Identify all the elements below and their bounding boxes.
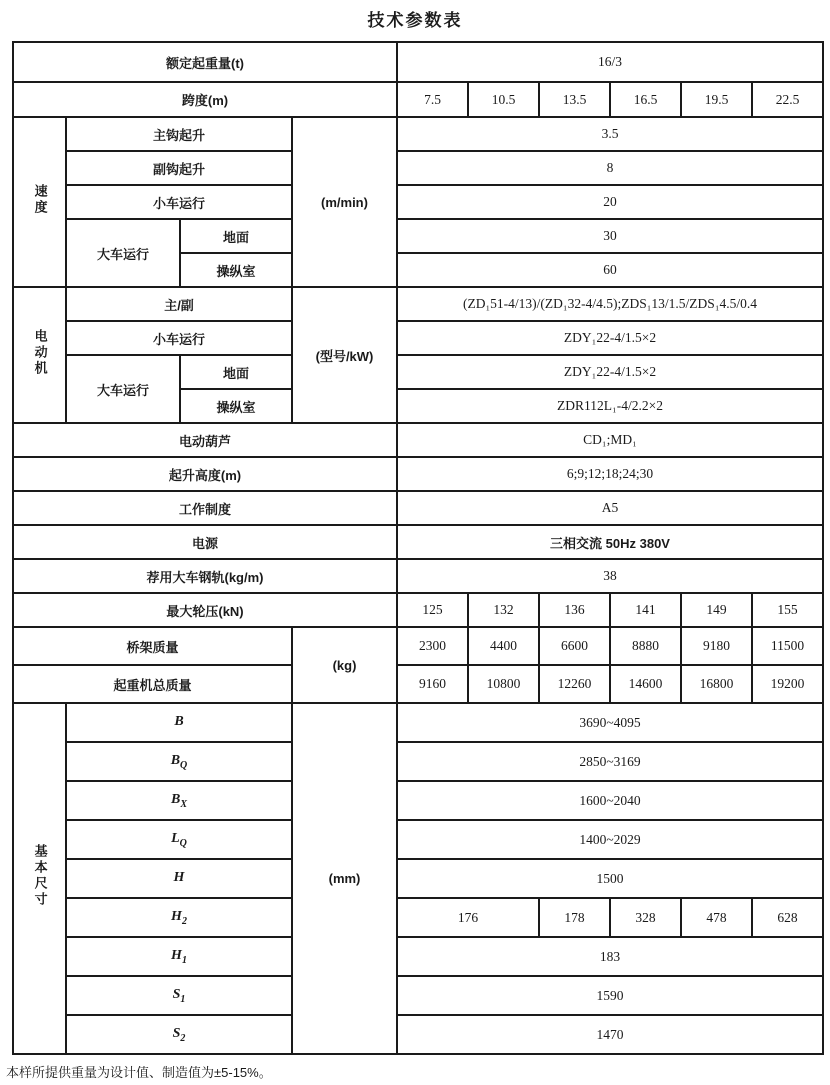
dim-base: H (171, 947, 182, 963)
dim-value: 1470 (397, 1015, 823, 1054)
wheel-load-value: 155 (752, 593, 823, 627)
dim-value: 2850~3169 (397, 742, 823, 781)
total-mass-value: 12260 (539, 665, 610, 703)
row-duty-class (13, 491, 823, 525)
row-electric-hoist (13, 423, 823, 457)
total-mass-value: 19200 (752, 665, 823, 703)
speed-sub-label: 操纵室 (180, 253, 292, 287)
dim-sub: 2 (181, 915, 187, 927)
spec-table (12, 41, 824, 1055)
motor-group-label: 电动机 (32, 328, 48, 377)
span-label: 跨度(m) (13, 82, 397, 117)
row-dim-BX (13, 781, 823, 820)
dim-value: 183 (397, 937, 823, 976)
dim-base: S (172, 986, 181, 1002)
row-total-mass (13, 665, 823, 703)
row-motor-main-aux (13, 287, 823, 321)
dim-H2-value: 328 (610, 898, 681, 937)
dim-H2-value: 478 (681, 898, 752, 937)
motor-crane-travel-label: 大车运行 (66, 355, 180, 423)
dim-value: 3690~4095 (397, 703, 823, 742)
power-supply-label: 电源 (13, 525, 397, 559)
duty-class-value: A5 (397, 491, 823, 525)
dim-H2-value: 178 (539, 898, 610, 937)
row-dim-BQ (13, 742, 823, 781)
rated-capacity-value: 16/3 (397, 42, 823, 82)
dim-sub: 1 (180, 993, 186, 1005)
row-motor-trolley (13, 321, 823, 355)
row-dim-S2 (13, 1015, 823, 1054)
speed-sub-label: 地面 (180, 219, 292, 253)
dim-base: H (173, 869, 185, 885)
row-dim-LQ (13, 820, 823, 859)
dim-base: B (174, 713, 184, 729)
row-dim-H2 (13, 898, 823, 937)
speed-row-value: 3.5 (397, 117, 823, 151)
dim-symbol (66, 820, 292, 859)
bridge-mass-value: 11500 (752, 627, 823, 665)
electric-hoist-value: CD₁;MD₁ (397, 423, 823, 457)
speed-group-label: 速度 (32, 183, 48, 216)
span-value: 10.5 (468, 82, 539, 117)
motor-group-cell (13, 287, 66, 423)
speed-row-label: 主钩起升 (66, 117, 292, 151)
dim-value: 1400~2029 (397, 820, 823, 859)
row-speed-trolley (13, 185, 823, 219)
dim-value: 1590 (397, 976, 823, 1015)
dim-symbol (66, 898, 292, 937)
total-mass-value: 10800 (468, 665, 539, 703)
dim-value: 1600~2040 (397, 781, 823, 820)
motor-row-label: 小车运行 (66, 321, 292, 355)
span-value: 16.5 (610, 82, 681, 117)
wheel-load-value: 149 (681, 593, 752, 627)
dim-sub: 1 (181, 954, 187, 966)
motor-row-value: ZDR112L₁-4/2.2×2 (397, 389, 823, 423)
total-mass-label: 起重机总质量 (13, 665, 292, 703)
dim-symbol (66, 1015, 292, 1054)
total-mass-value: 14600 (610, 665, 681, 703)
dim-symbol (66, 703, 292, 742)
dim-value: 1500 (397, 859, 823, 898)
total-mass-value: 9160 (397, 665, 468, 703)
wheel-load-value: 141 (610, 593, 681, 627)
row-rated-capacity (13, 42, 823, 82)
dim-sub: X (180, 798, 187, 810)
bridge-mass-value: 4400 (468, 627, 539, 665)
speed-row-value: 30 (397, 219, 823, 253)
rail-value: 38 (397, 559, 823, 593)
dims-group-cell (13, 703, 66, 1054)
dims-unit: (mm) (292, 703, 397, 1054)
dim-base: B (170, 791, 181, 807)
wheel-load-value: 125 (397, 593, 468, 627)
dim-symbol (66, 742, 292, 781)
bridge-mass-value: 8880 (610, 627, 681, 665)
lift-height-label: 起升高度(m) (13, 457, 397, 491)
speed-group-cell (13, 117, 66, 287)
dim-H2-value: 628 (752, 898, 823, 937)
rail-label: 荐用大车钢轨(kg/m) (13, 559, 397, 593)
speed-row-value: 60 (397, 253, 823, 287)
wheel-load-value: 136 (539, 593, 610, 627)
row-span (13, 82, 823, 117)
dim-sub: 2 (180, 1032, 186, 1044)
motor-row-label: 主/副 (66, 287, 292, 321)
row-motor-crane-ground (13, 355, 823, 389)
row-dim-H (13, 859, 823, 898)
row-lift-height (13, 457, 823, 491)
wheel-load-label: 最大轮压(kN) (13, 593, 397, 627)
page-title: 技术参数表 (367, 11, 463, 30)
dim-sub: Q (180, 759, 188, 771)
row-speed-aux-hoist (13, 151, 823, 185)
bridge-mass-value: 6600 (539, 627, 610, 665)
row-speed-main-hoist (13, 117, 823, 151)
row-dim-B (13, 703, 823, 742)
dim-symbol (66, 937, 292, 976)
bridge-mass-value: 9180 (681, 627, 752, 665)
speed-row-label: 副钩起升 (66, 151, 292, 185)
motor-row-value: ZDY₁22-4/1.5×2 (397, 355, 823, 389)
speed-row-value: 20 (397, 185, 823, 219)
span-value: 13.5 (539, 82, 610, 117)
motor-row-value: (ZD₁51-4/13)/(ZD₁32-4/4.5);ZDS₁13/1.5/ZDS₁4.5/0.4 (397, 287, 823, 321)
bridge-mass-label: 桥架质量 (13, 627, 292, 665)
power-supply-value: 三相交流 50Hz 380V (397, 525, 823, 559)
row-power-supply (13, 525, 823, 559)
dim-base: B (170, 752, 181, 768)
speed-row-value: 8 (397, 151, 823, 185)
dims-group-label: 基本尺寸 (32, 844, 48, 908)
lift-height-value: 6;9;12;18;24;30 (397, 457, 823, 491)
motor-sub-label: 地面 (180, 355, 292, 389)
electric-hoist-label: 电动葫芦 (13, 423, 397, 457)
row-speed-crane-ground (13, 219, 823, 253)
footnote: 本样所提供重量为设计值、制造值为±5-15%。 (6, 1065, 272, 1080)
span-value: 19.5 (681, 82, 752, 117)
total-mass-value: 16800 (681, 665, 752, 703)
row-bridge-mass (13, 627, 823, 665)
motor-sub-label: 操纵室 (180, 389, 292, 423)
dim-base: S (172, 1025, 181, 1041)
mass-unit: (kg) (292, 627, 397, 703)
dim-symbol (66, 976, 292, 1015)
span-value: 7.5 (397, 82, 468, 117)
dim-base: H (171, 908, 182, 924)
row-dim-S1 (13, 976, 823, 1015)
dim-symbol (66, 781, 292, 820)
bridge-mass-value: 2300 (397, 627, 468, 665)
motor-row-value: ZDY₁22-4/1.5×2 (397, 321, 823, 355)
row-wheel-load (13, 593, 823, 627)
row-dim-H1 (13, 937, 823, 976)
speed-crane-travel-label: 大车运行 (66, 219, 180, 287)
span-value: 22.5 (752, 82, 823, 117)
duty-class-label: 工作制度 (13, 491, 397, 525)
dim-sub: Q (179, 837, 187, 849)
motor-unit: (型号/kW) (292, 287, 397, 423)
dim-symbol (66, 859, 292, 898)
row-rail (13, 559, 823, 593)
wheel-load-value: 132 (468, 593, 539, 627)
speed-row-label: 小车运行 (66, 185, 292, 219)
speed-unit: (m/min) (292, 117, 397, 287)
dim-base: L (171, 830, 180, 846)
dim-H2-value: 176 (397, 898, 539, 937)
rated-capacity-label: 额定起重量(t) (13, 42, 397, 82)
